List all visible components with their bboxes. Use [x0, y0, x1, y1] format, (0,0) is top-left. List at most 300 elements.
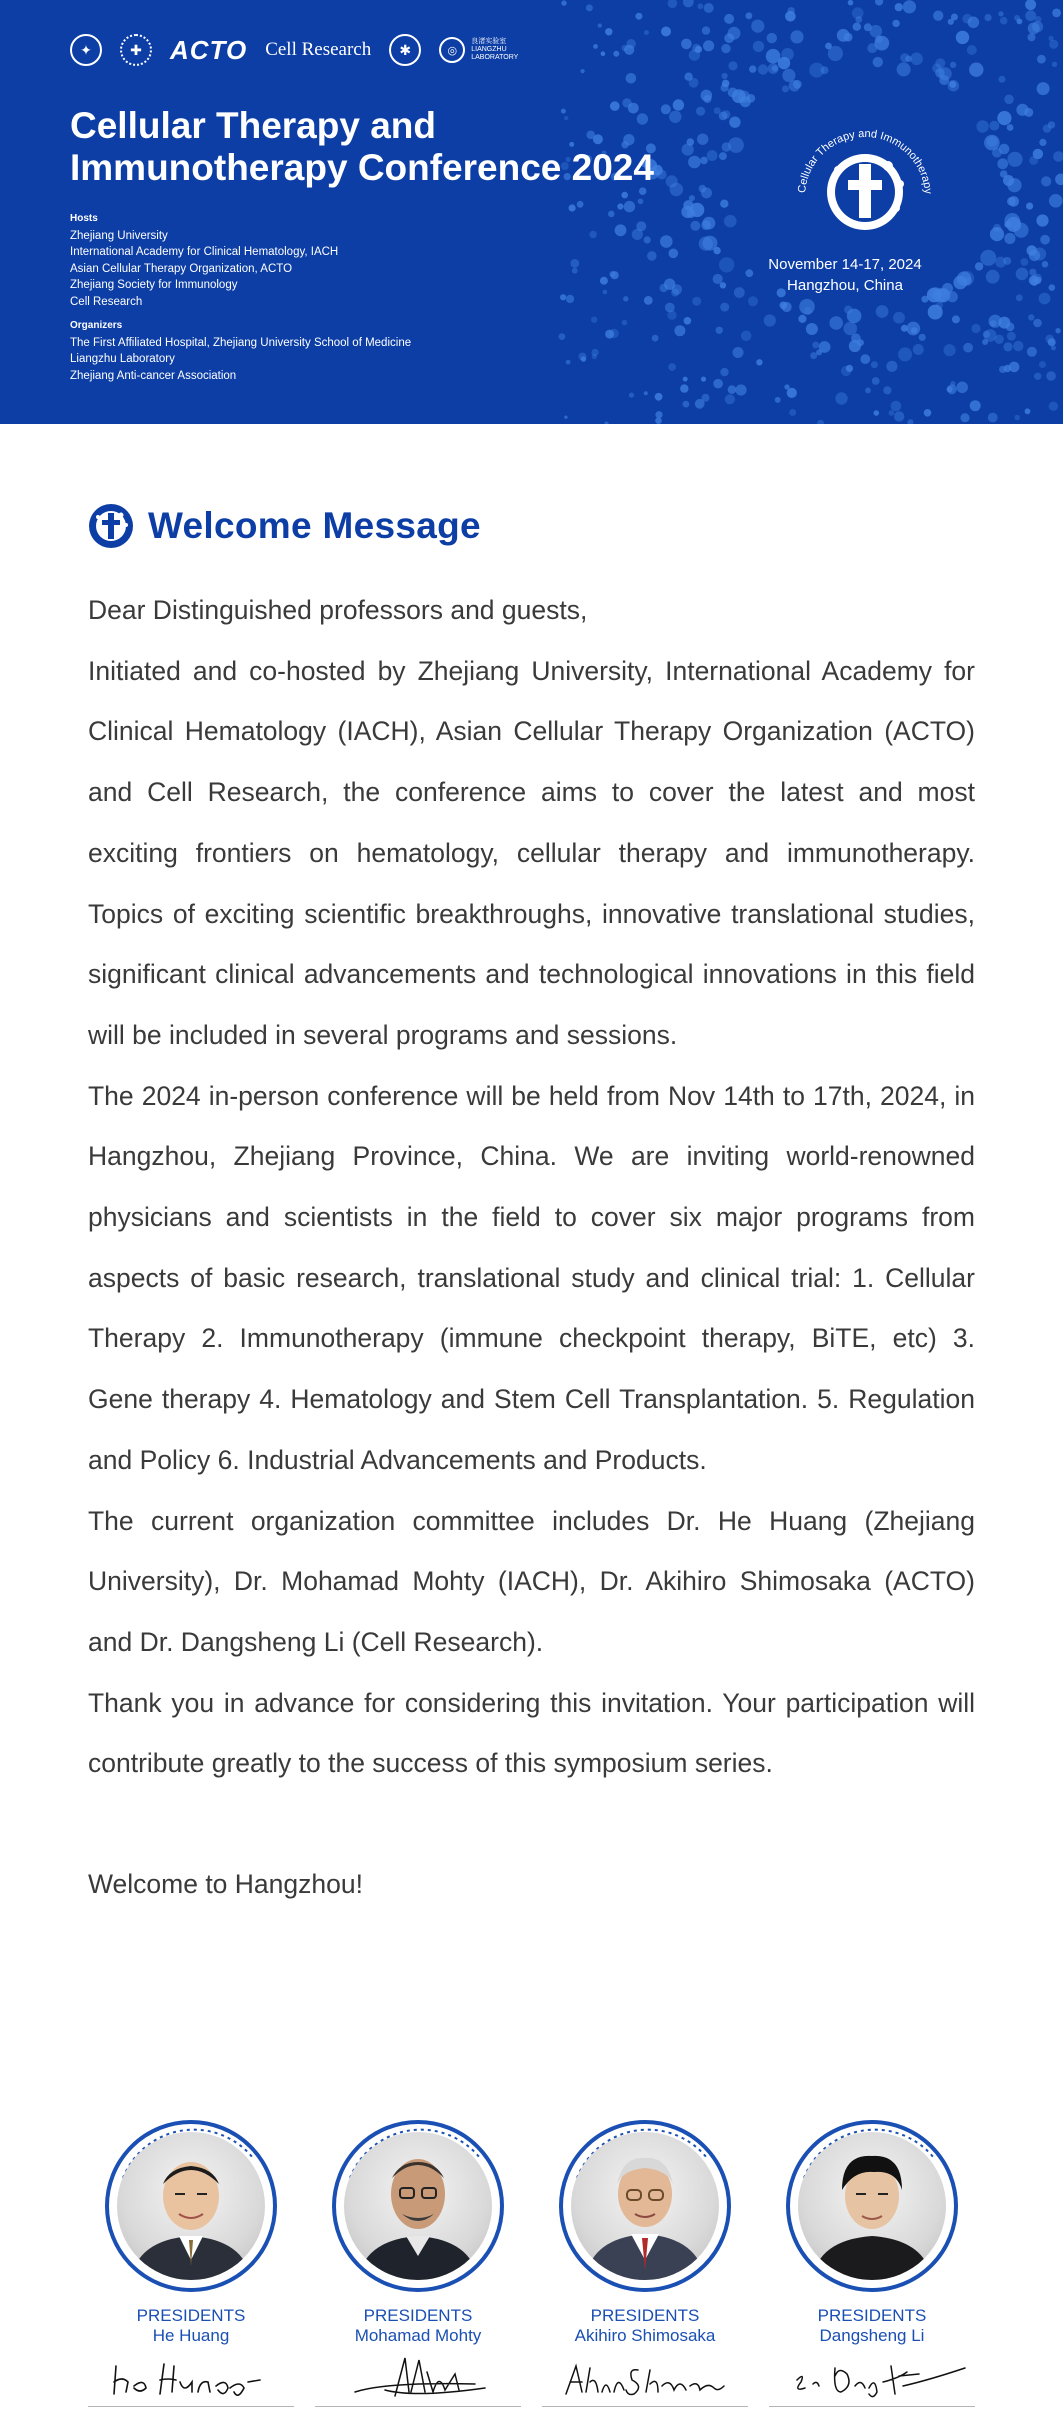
- decorative-dot: [702, 394, 710, 402]
- decorative-dot: [668, 0, 678, 8]
- decorative-dot: [1029, 156, 1038, 165]
- decorative-dot: [725, 394, 735, 404]
- president-name: Akihiro Shimosaka: [574, 2326, 716, 2345]
- decorative-dot: [846, 365, 853, 372]
- decorative-dot: [719, 112, 728, 121]
- decorative-dot: [950, 381, 955, 386]
- decorative-dot: [735, 384, 746, 395]
- decorative-dot: [1007, 124, 1014, 131]
- decorative-dot: [860, 354, 870, 364]
- avatar: [798, 2132, 946, 2280]
- decorative-dot: [593, 44, 598, 49]
- decorative-dot: [778, 57, 790, 69]
- president-name: Dangsheng Li: [819, 2326, 925, 2345]
- decorative-dot: [696, 107, 705, 116]
- decorative-dot: [1039, 361, 1046, 368]
- decorative-dot: [566, 360, 571, 365]
- decorative-dot: [577, 201, 584, 208]
- decorative-dot: [997, 158, 1008, 169]
- decorative-dot: [873, 57, 883, 67]
- decorative-dot: [871, 361, 878, 368]
- decorative-dot: [586, 4, 593, 11]
- decorative-dot: [989, 121, 999, 131]
- decorative-dot: [944, 344, 956, 356]
- decorative-dot: [756, 359, 762, 365]
- decorative-dot: [790, 30, 803, 43]
- decorative-dot: [1049, 194, 1063, 208]
- decorative-dot: [901, 325, 908, 332]
- signature-line: [542, 2406, 748, 2407]
- decorative-dot: [566, 295, 574, 303]
- decorative-dot: [604, 422, 608, 425]
- decorative-dot: [581, 69, 585, 73]
- decorative-dot: [713, 379, 723, 389]
- decorative-dot: [984, 135, 1000, 151]
- decorative-dot: [570, 259, 579, 268]
- decorative-dot: [898, 347, 912, 361]
- president-card: [88, 2118, 294, 2407]
- decorative-dot: [1009, 362, 1020, 373]
- decorative-dot: [698, 3, 704, 9]
- decorative-dot: [635, 13, 642, 20]
- signature-dangsheng-li: [769, 2352, 975, 2404]
- decorative-dot: [564, 416, 567, 419]
- host-item: Zhejiang University: [70, 229, 168, 242]
- decorative-dot: [1041, 176, 1051, 186]
- decorative-dot: [1048, 121, 1055, 128]
- decorative-dot: [889, 410, 895, 416]
- decorative-dot: [998, 11, 1003, 16]
- hosts-block: [70, 211, 338, 310]
- letter-paragraph: Initiated and co-hosted by Zhejiang University, International Academy for Clinical Hematology (IACH), Asian Cellular Therapy Organization (ACTO) and Cell Research, the conference aims to cover the latest and most exciting frontiers on hematology, cellular therapy and immunotherapy. Topics of exciting scientific breakthroughs, innovative translational studies, significant clinical advancements and technological innovations in this field will be included in several programs and sessions.: [88, 655, 975, 1050]
- decorative-dot: [870, 25, 883, 38]
- decorative-dot: [721, 44, 730, 53]
- decorative-dot: [810, 352, 817, 359]
- avatar: [117, 2132, 265, 2280]
- decorative-dot: [1033, 248, 1046, 261]
- decorative-dot: [621, 192, 628, 199]
- decorative-dot: [789, 409, 796, 416]
- decorative-dot: [875, 0, 883, 6]
- welcome-heading: [88, 503, 481, 549]
- decorative-dot: [1049, 40, 1058, 49]
- conference-title-line-2: Immunotherapy Conference 2024: [70, 147, 654, 188]
- decorative-dot: [895, 3, 903, 11]
- decorative-dot: [632, 229, 643, 240]
- decorative-dot: [971, 324, 980, 333]
- decorative-dot: [707, 150, 718, 161]
- hosts-label: Hosts: [70, 213, 98, 224]
- decorative-dot: [817, 420, 824, 424]
- decorative-dot: [722, 73, 728, 79]
- decorative-dot: [751, 20, 764, 33]
- decorative-dot: [680, 384, 688, 392]
- decorative-dot: [892, 20, 899, 27]
- decorative-dot: [684, 317, 692, 325]
- decorative-dot: [1000, 17, 1008, 25]
- decorative-dot: [672, 284, 682, 294]
- conference-location: Hangzhou, China: [787, 277, 903, 294]
- decorative-dot: [661, 27, 671, 37]
- decorative-dot: [798, 315, 806, 323]
- decorative-dot: [806, 323, 818, 335]
- decorative-dot: [967, 45, 977, 55]
- decorative-dot: [683, 0, 694, 7]
- logo-row: [70, 32, 521, 68]
- liangzhu-lab-en: LIANGZHU LABORATORY: [471, 46, 519, 61]
- conference-title-line-1: Cellular Therapy and: [70, 105, 436, 146]
- decorative-dot: [956, 382, 968, 394]
- signature-mohamad-mohty: [315, 2352, 521, 2404]
- decorative-dot: [999, 144, 1010, 155]
- decorative-dot: [812, 342, 819, 349]
- decorative-dot: [1039, 293, 1051, 305]
- signature-line: [769, 2406, 975, 2407]
- decorative-dot: [611, 271, 619, 279]
- decorative-dot: [1016, 294, 1023, 301]
- decorative-dot: [897, 62, 911, 76]
- decorative-dot: [655, 393, 663, 401]
- presidents-row: [88, 2118, 975, 2418]
- decorative-dot: [952, 315, 960, 323]
- host-item: Cell Research: [70, 295, 143, 308]
- decorative-dot: [775, 397, 781, 403]
- decorative-dot: [1028, 22, 1040, 34]
- decorative-dot: [561, 0, 566, 5]
- iach-logo: ✚: [120, 34, 152, 66]
- decorative-dot: [1037, 82, 1050, 95]
- conference-title: [70, 105, 690, 189]
- decorative-dot: [924, 409, 932, 417]
- decorative-dot: [749, 65, 756, 72]
- decorative-dot: [1013, 341, 1023, 351]
- decorative-dot: [703, 95, 711, 103]
- decorative-dot: [893, 312, 905, 324]
- decorative-dot: [1014, 415, 1020, 421]
- decorative-dot: [704, 3, 714, 13]
- decorative-dot: [701, 187, 712, 198]
- decorative-dot: [848, 0, 854, 6]
- decorative-dot: [603, 290, 608, 295]
- decorative-dot: [644, 236, 651, 243]
- host-item: Asian Cellular Therapy Organization, ACTO: [70, 262, 293, 275]
- decorative-dot: [668, 363, 676, 371]
- president-role: PRESIDENTS: [363, 2306, 473, 2325]
- decorative-dot: [1036, 214, 1048, 226]
- decorative-dot: [689, 49, 700, 60]
- decorative-dot: [1055, 174, 1063, 186]
- decorative-dot: [629, 393, 634, 398]
- letter-paragraph: Thank you in advance for considering this invitation. Your participation will contribute greatly to the success of this symposium series.: [88, 1687, 975, 1779]
- president-portrait: [557, 2118, 733, 2294]
- decorative-dot: [714, 107, 721, 114]
- decorative-dot: [615, 224, 627, 236]
- decorative-dot: [1035, 16, 1042, 23]
- decorative-dot: [1049, 284, 1056, 291]
- decorative-dot: [997, 111, 1011, 125]
- decorative-dot: [758, 64, 768, 74]
- president-role: PRESIDENTS: [817, 2306, 927, 2325]
- liangzhu-lab-emblem-icon: ◎: [439, 37, 465, 63]
- decorative-dot: [963, 343, 973, 353]
- decorative-dot: [608, 211, 615, 218]
- decorative-dot: [1029, 269, 1036, 276]
- decorative-dot: [907, 419, 913, 424]
- decorative-dot: [903, 0, 916, 13]
- decorative-dot: [690, 221, 700, 231]
- president-card: [315, 2118, 521, 2407]
- cell-research-logo: Cell Research: [265, 39, 372, 60]
- decorative-dot: [733, 347, 744, 358]
- decorative-dot: [720, 200, 728, 208]
- decorative-dot: [687, 209, 696, 218]
- decorative-dot: [1004, 95, 1014, 105]
- decorative-dot: [702, 26, 710, 34]
- liangzhu-laboratory-logo: [439, 37, 521, 63]
- decorative-dot: [933, 11, 943, 21]
- decorative-dot: [722, 80, 730, 88]
- decorative-dot: [936, 302, 943, 309]
- decorative-dot: [913, 344, 924, 355]
- letter-paragraph: The 2024 in-person conference will be held from Nov 14th to 17th, 2024, in Hangzhou, Zhejiang Province, China. We are inviting world-renowned physicians and scientists in the field to cover six major programs from aspects of basic research, translational study and clinical trial: 1. Cellular Therapy 2. Immunotherapy (immune checkpoint therapy, BiTE, etc) 3. Gene therapy 4. Hematology and Stem Cell Transplantation. 5. Regulation and Policy 6. Industrial Advancements and Products.: [88, 1080, 975, 1475]
- president-role: PRESIDENTS: [136, 2306, 246, 2325]
- decorative-dot: [1034, 373, 1041, 380]
- decorative-dot: [960, 413, 969, 422]
- decorative-dot: [681, 39, 692, 50]
- decorative-dot: [970, 400, 981, 411]
- decorative-dot: [853, 23, 861, 31]
- decorative-dot: [684, 73, 692, 81]
- decorative-dot: [844, 322, 858, 336]
- decorative-dot: [720, 368, 728, 376]
- decorative-dot: [592, 349, 599, 356]
- decorative-dot: [844, 306, 852, 314]
- decorative-dot: [855, 16, 862, 23]
- decorative-dot: [605, 330, 614, 339]
- decorative-dot: [956, 31, 969, 44]
- decorative-dot: [701, 377, 706, 382]
- decorative-dot: [1028, 314, 1034, 320]
- zju-logo: ✦: [70, 34, 102, 66]
- signature-line: [315, 2406, 521, 2407]
- organizer-item: Liangzhu Laboratory: [70, 353, 175, 365]
- decorative-dot: [732, 89, 746, 103]
- decorative-dot: [647, 251, 657, 261]
- decorative-dot: [1025, 10, 1036, 21]
- decorative-dot: [622, 320, 628, 326]
- decorative-dot: [1053, 151, 1063, 162]
- decorative-dot: [772, 65, 778, 71]
- decorative-dot: [638, 199, 644, 205]
- president-card: [542, 2118, 748, 2407]
- welcome-letter: [88, 580, 975, 1915]
- decorative-dot: [589, 231, 596, 238]
- decorative-dot: [644, 391, 648, 395]
- decorative-dot: [1004, 233, 1015, 244]
- decorative-dot: [919, 334, 926, 341]
- decorative-dot: [932, 63, 941, 72]
- decorative-dot: [1008, 196, 1019, 207]
- decorative-dot: [976, 120, 988, 132]
- host-item: Zhejiang Society for Immunology: [70, 279, 238, 291]
- decorative-dot: [787, 388, 797, 398]
- decorative-dot: [1024, 108, 1033, 117]
- decorative-dot: [995, 257, 1006, 268]
- president-name: He Huang: [152, 2326, 230, 2345]
- decorative-dot: [767, 33, 777, 43]
- signature-he-huang: [88, 2352, 294, 2404]
- organizer-item: The First Affiliated Hospital, Zhejiang University School of Medicine: [70, 336, 412, 349]
- decorative-dot: [764, 314, 776, 326]
- avatar: [344, 2132, 492, 2280]
- avatar: [571, 2132, 719, 2280]
- decorative-dot: [697, 134, 708, 145]
- signature-akihiro-shimosaka: [542, 2352, 748, 2404]
- decorative-dot: [1027, 347, 1037, 357]
- decorative-dot: [692, 297, 701, 306]
- decorative-dot: [851, 333, 861, 343]
- decorative-dot: [572, 268, 578, 274]
- decorative-dot: [624, 201, 635, 212]
- decorative-dot: [669, 249, 679, 259]
- decorative-dot: [865, 388, 871, 394]
- decorative-dot: [728, 385, 737, 394]
- header-banner: [0, 0, 1063, 424]
- decorative-dot: [644, 296, 653, 305]
- decorative-dot: [829, 316, 843, 330]
- decorative-dot: [617, 203, 623, 209]
- decorative-dot: [683, 377, 688, 382]
- conference-date-location: [700, 254, 990, 296]
- decorative-dot: [1007, 152, 1022, 167]
- decorative-dot: [984, 329, 997, 342]
- decorative-dot: [1039, 139, 1046, 146]
- decorative-dot: [1006, 323, 1015, 332]
- decorative-dot: [999, 76, 1006, 83]
- decorative-dot: [741, 331, 752, 342]
- decorative-dot: [1042, 261, 1049, 268]
- decorative-dot: [883, 386, 891, 394]
- decorative-dot: [605, 28, 612, 35]
- decorative-dot: [894, 411, 904, 421]
- president-portrait: [784, 2118, 960, 2294]
- decorative-dot: [579, 353, 587, 361]
- decorative-dot: [819, 341, 831, 353]
- decorative-dot: [1016, 268, 1029, 281]
- decorative-dot: [623, 296, 628, 301]
- decorative-dot: [949, 81, 956, 88]
- decorative-dot: [728, 137, 744, 153]
- decorative-dot: [660, 284, 668, 292]
- decorative-dot: [728, 61, 737, 70]
- decorative-dot: [1037, 55, 1046, 64]
- decorative-dot: [683, 401, 690, 408]
- decorative-dot: [951, 14, 958, 21]
- decorative-dot: [1003, 342, 1012, 351]
- decorative-dot: [782, 302, 792, 312]
- decorative-dot: [874, 410, 880, 416]
- host-item: International Academy for Clinical Hematology, IACH: [70, 246, 339, 258]
- decorative-dot: [1040, 235, 1050, 245]
- organizer-item: Zhejiang Anti-cancer Association: [70, 369, 237, 382]
- decorative-dot: [746, 12, 753, 19]
- signature-line: [88, 2406, 294, 2407]
- decorative-dot: [613, 51, 619, 57]
- letter-paragraph: The current organization committee includes Dr. He Huang (Zhejiang University), Dr. Mohamad Mohty (IACH), Dr. Akihiro Shimosaka (ACTO) and Dr. Dangsheng Li (Cell Research).: [88, 1505, 975, 1657]
- decorative-dot: [891, 401, 902, 412]
- decorative-dot: [660, 235, 673, 248]
- acto-logo: ACTO: [170, 34, 248, 65]
- decorative-dot: [591, 317, 597, 323]
- decorative-dot: [1033, 319, 1042, 328]
- decorative-dot: [1034, 277, 1041, 284]
- decorative-dot: [719, 152, 727, 160]
- decorative-dot: [1025, 408, 1031, 414]
- decorative-dot: [1026, 203, 1033, 210]
- decorative-dot: [788, 7, 795, 14]
- decorative-dot: [1025, 0, 1036, 10]
- decorative-dot: [872, 377, 880, 385]
- decorative-dot: [559, 333, 566, 340]
- decorative-dot: [724, 215, 737, 228]
- decorative-dot: [601, 51, 606, 56]
- decorative-dot: [828, 46, 843, 61]
- decorative-dot: [999, 366, 1006, 373]
- decorative-dot: [886, 361, 897, 372]
- liangzhu-lab-cn: 良渚实验室: [471, 38, 507, 45]
- organizers-block: [70, 318, 411, 384]
- conference-date: November 14-17, 2024: [768, 256, 922, 273]
- decorative-dot: [655, 411, 662, 418]
- decorative-dot: [844, 33, 853, 42]
- decorative-dot: [700, 157, 708, 165]
- decorative-dot: [1052, 9, 1061, 18]
- decorative-dot: [1007, 178, 1021, 192]
- decorative-dot: [720, 303, 729, 312]
- decorative-dot: [1007, 332, 1016, 341]
- decorative-dot: [703, 217, 716, 230]
- decorative-dot: [724, 14, 734, 24]
- decorative-dot: [876, 305, 889, 318]
- decorative-dot: [626, 73, 637, 84]
- decorative-dot: [724, 33, 734, 43]
- decorative-dot: [1045, 335, 1054, 344]
- decorative-dot: [729, 117, 740, 128]
- decorative-dot: [753, 41, 764, 52]
- president-card: [769, 2118, 975, 2407]
- letter-closing: Welcome to Hangzhou!: [88, 1869, 363, 1900]
- decorative-dot: [652, 335, 659, 342]
- zju-hospital-logo: ✱: [389, 34, 421, 66]
- conference-emblem-icon: [88, 503, 134, 549]
- organizers-label: Organizers: [70, 320, 123, 331]
- decorative-dot: [962, 14, 972, 24]
- decorative-dot: [1049, 402, 1058, 411]
- decorative-dot: [569, 204, 576, 211]
- decorative-dot: [674, 325, 685, 336]
- decorative-dot: [560, 294, 566, 300]
- decorative-dot: [1046, 371, 1056, 381]
- decorative-dot: [598, 23, 602, 27]
- decorative-dot: [655, 417, 662, 424]
- decorative-dot: [782, 69, 795, 82]
- decorative-dot: [622, 45, 628, 51]
- decorative-dot: [911, 327, 918, 334]
- decorative-dot: [1055, 328, 1060, 333]
- decorative-dot: [905, 56, 912, 63]
- welcome-title: Welcome Message: [148, 505, 481, 546]
- letter-greeting: Dear Distinguished professors and guests,: [88, 595, 588, 625]
